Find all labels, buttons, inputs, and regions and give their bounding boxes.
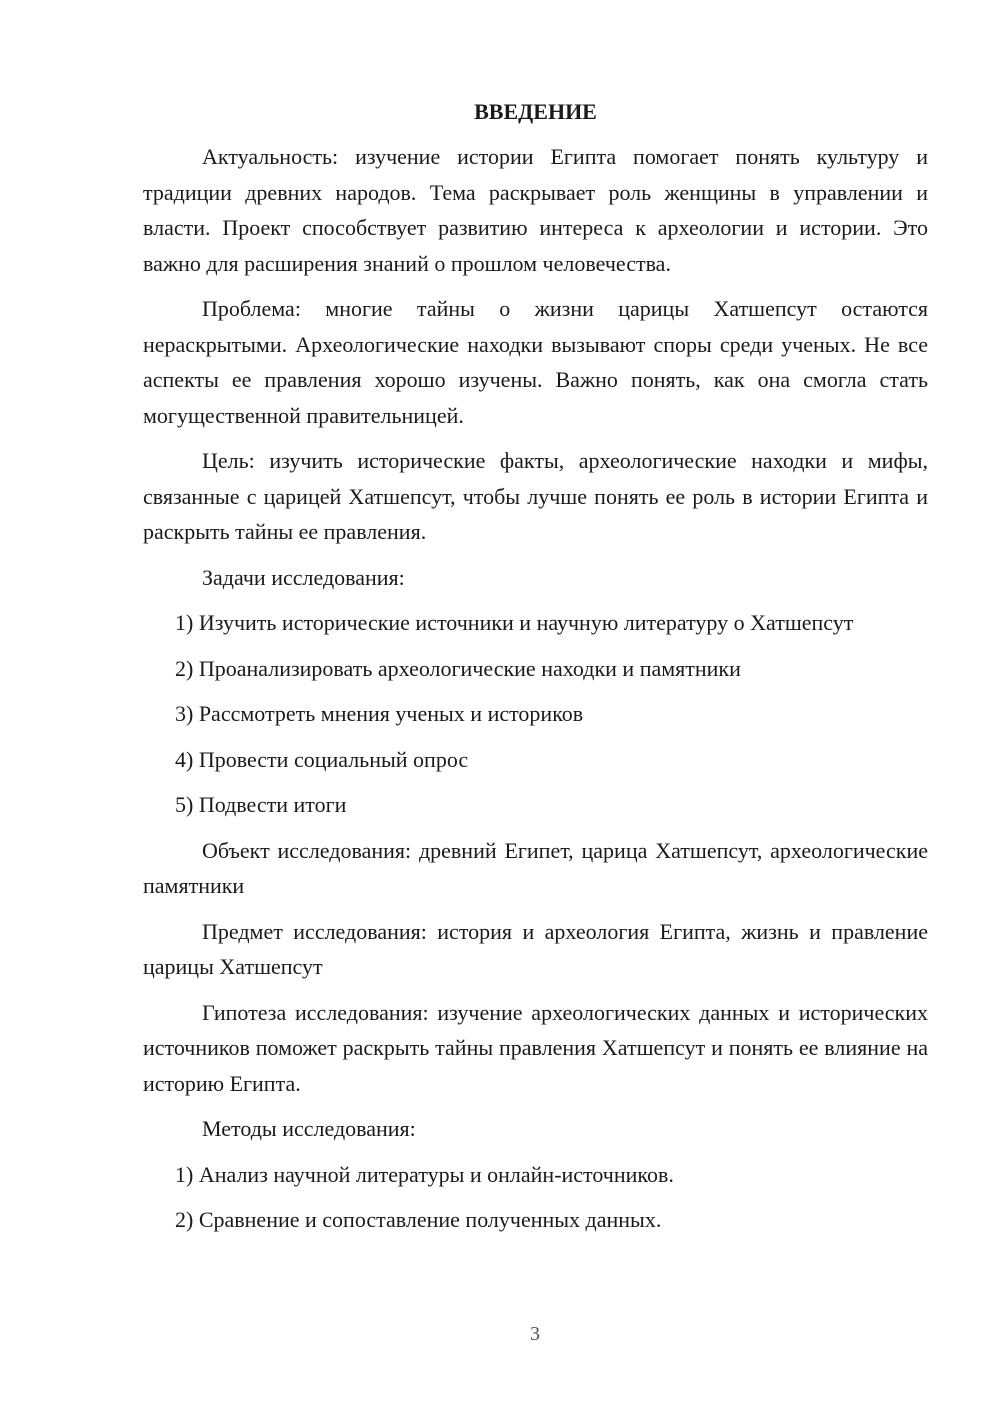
paragraph-problem: Проблема: многие тайны о жизни царицы Хатшепсут остаются нераскрытыми. Археологические находки вызывают споры среди ученых. Не все аспекты ее правления хорошо изучены. Важно понять, как она смогла стать могущественной правительницей. (143, 296, 928, 428)
task-item-5: 5) Подвести итоги (175, 792, 347, 817)
page-number: 3 (530, 1323, 540, 1345)
method-item-1: 1) Анализ научной литературы и онлайн-источников. (175, 1161, 674, 1187)
document-page (143, 94, 928, 1248)
paragraph-relevance: Актуальность: изучение истории Египта помогает понять культуру и традиции древних народов. Тема раскрывает роль женщины в управлении и власти. Проект способствует развитию интереса к археологии и истории. Это важно для расширения знаний о прошлом человечества. (143, 144, 928, 276)
task-item-2: 2) Проанализировать археологические находки и памятники (175, 655, 741, 681)
tasks-heading: Задачи исследования: (202, 564, 405, 590)
paragraph-subject: Предмет исследования: история и археология Египта, жизнь и правление царицы Хатшепсут (143, 918, 928, 979)
task-item-4: 4) Провести социальный опрос (175, 746, 469, 772)
paragraph-goal: Цель: изучить исторические факты, археологические находки и мифы, связанные с царицей Хатшепсут, чтобы лучше понять ее роль в истории Египта и раскрыть тайны ее правления. (143, 448, 928, 544)
method-item-2: 2) Сравнение и сопоставление полученных данных. (175, 1207, 662, 1232)
section-title: ВВЕДЕНИЕ (474, 99, 597, 124)
methods-heading: Методы исследования: (202, 1116, 416, 1141)
paragraph-object: Объект исследования: древний Египет, царица Хатшепсут, археологические памятники (143, 837, 928, 898)
paragraph-hypothesis: Гипотеза исследования: изучение археологических данных и исторических источников поможет раскрыть тайны правления Хатшепсут и понять ее влияние на историю Египта. (143, 999, 928, 1096)
task-item-3: 3) Рассмотреть мнения ученых и историков (175, 701, 584, 726)
task-item-1: 1) Изучить исторические источники и научную литературу о Хатшепсут (175, 610, 854, 635)
